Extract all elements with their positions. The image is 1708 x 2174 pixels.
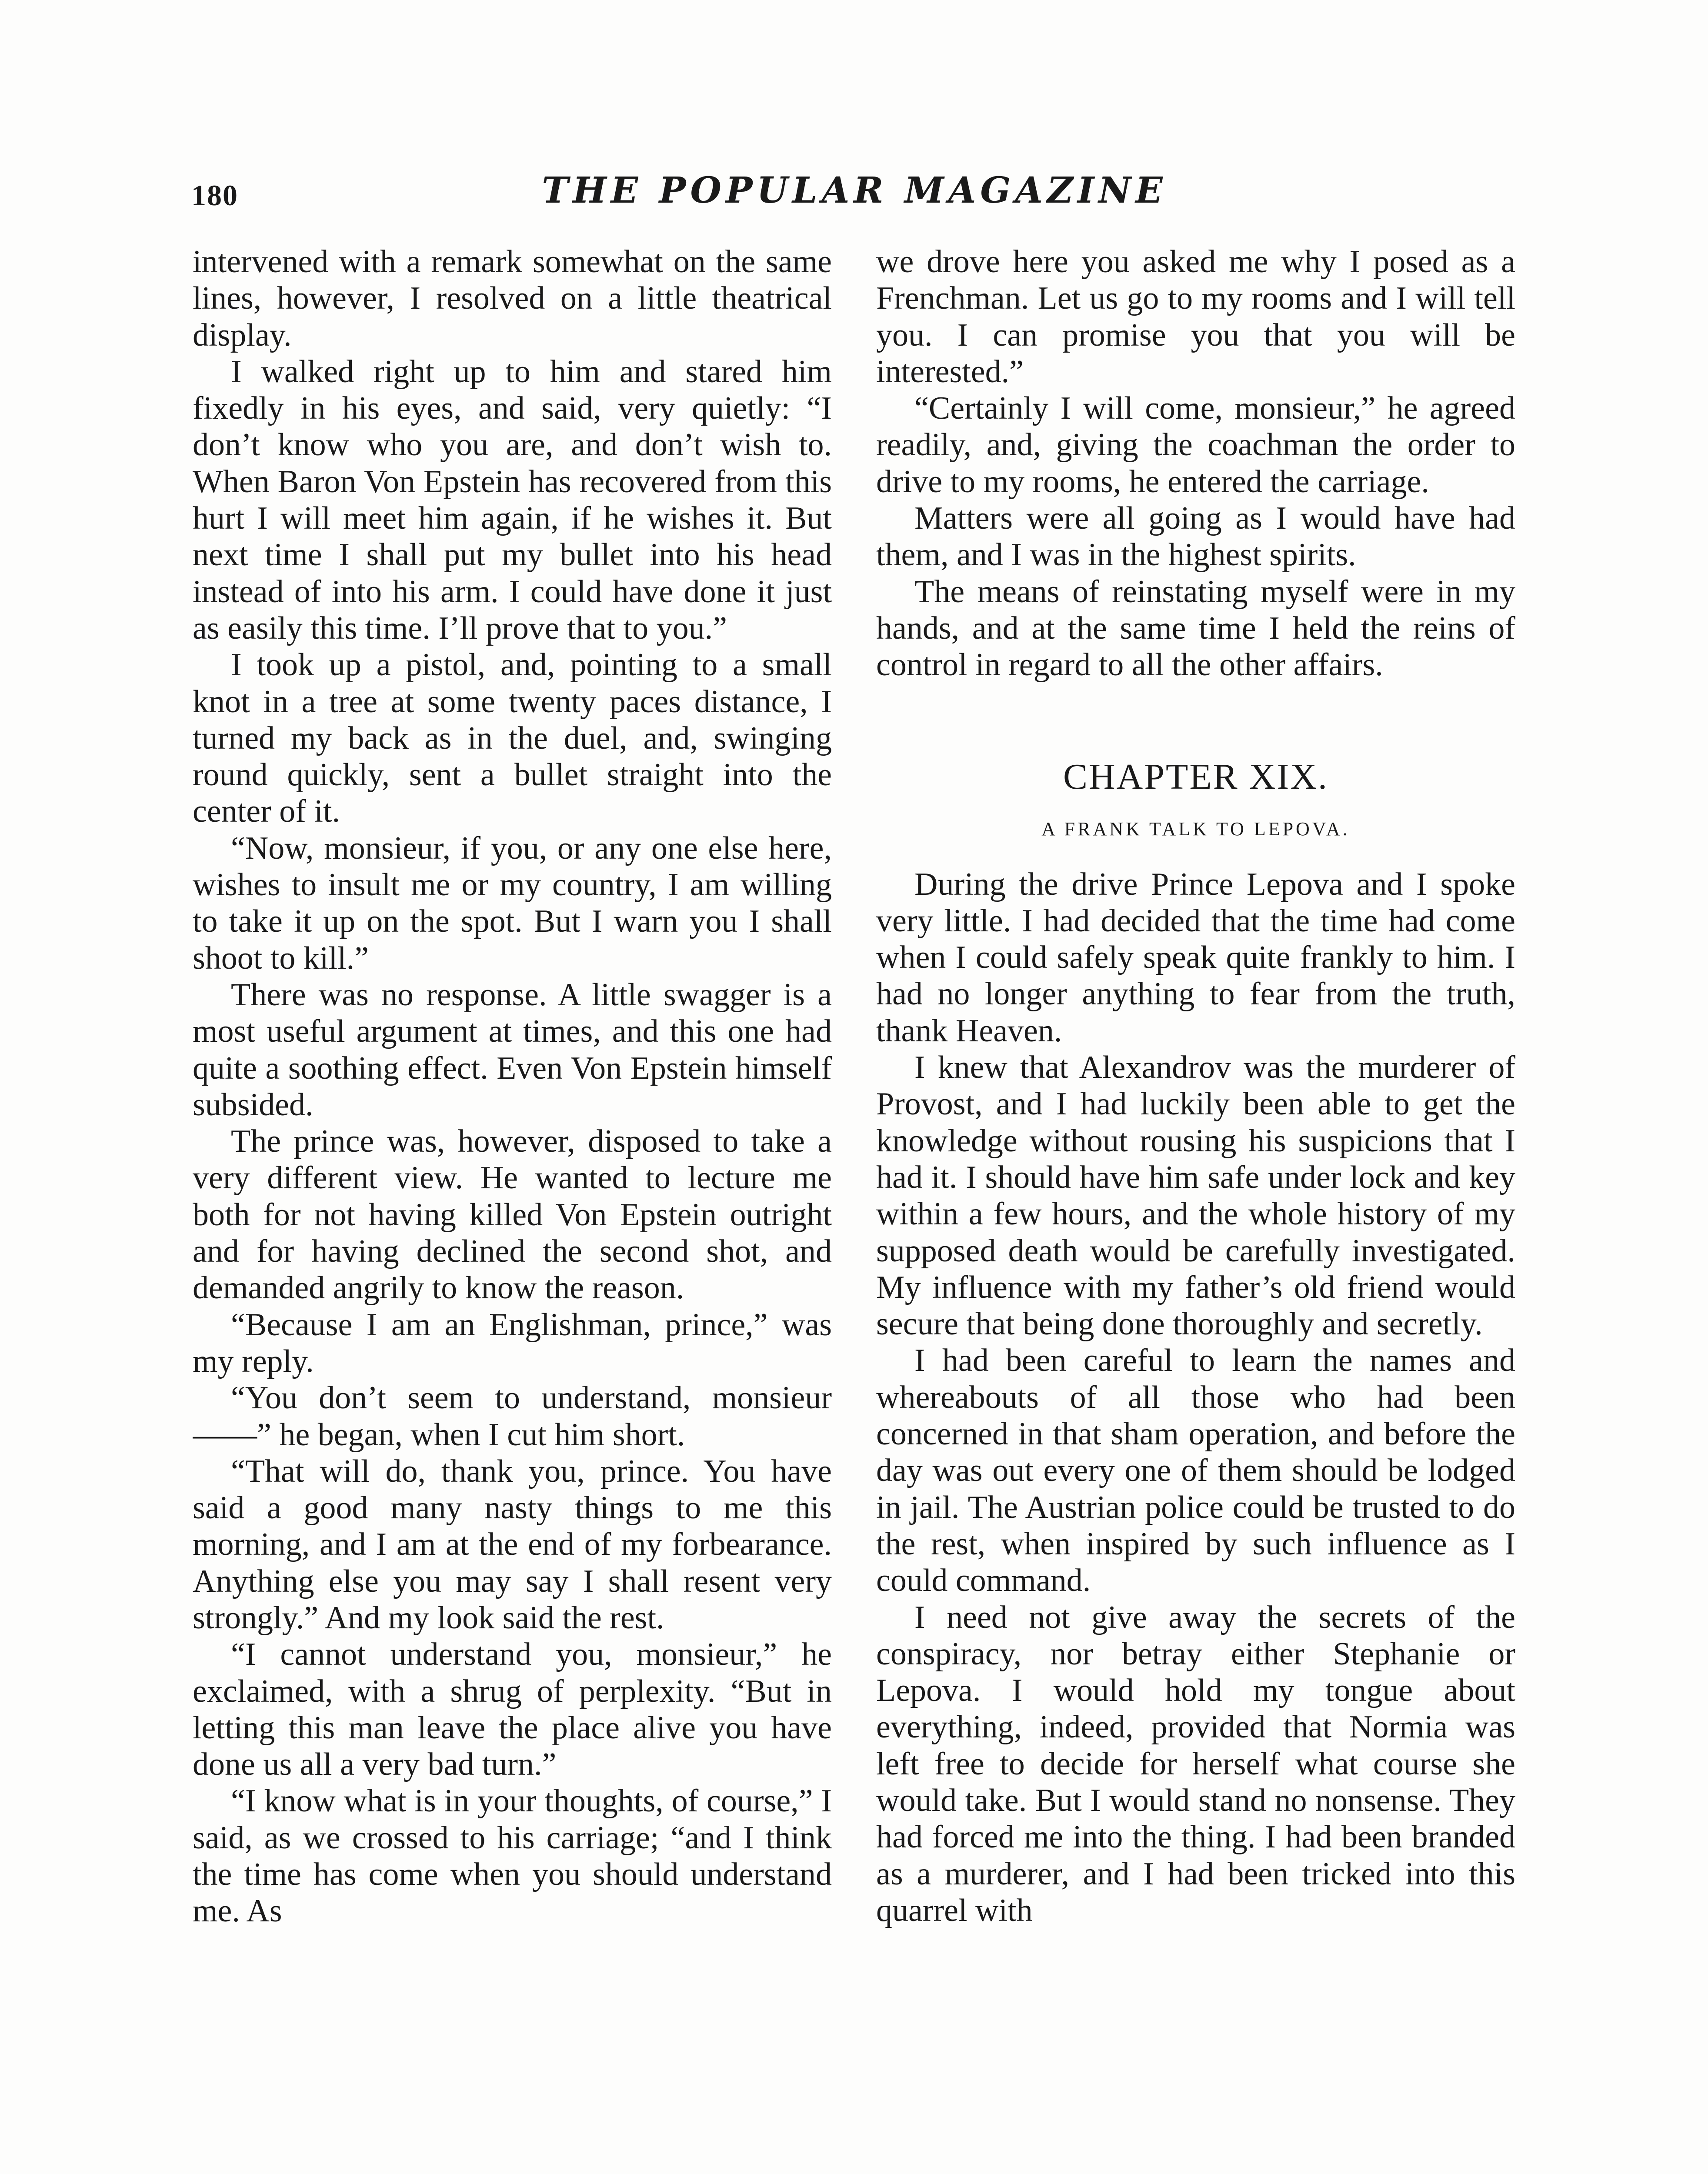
paragraph: “Now, monsieur, if you, or any one else here, wishes to insult me or my country, I am willing to take it up on the spot. But I warn you I shall shoot to kill.” <box>193 830 832 976</box>
running-title: THE POPULAR MAGAZINE <box>542 170 1167 211</box>
paragraph: “I know what is in your thoughts, of course,” I said, as we crossed to his carriage; “and I think the time has come when you should understand me. As <box>193 1783 832 1929</box>
chapter-heading: CHAPTER XIX. <box>1063 756 1328 797</box>
chapter-header <box>876 753 1515 849</box>
chapter-subtitle: A FRANK TALK TO LEPOVA. <box>1041 818 1350 840</box>
paragraph: The prince was, however, disposed to take a very different view. He wanted to lecture me both for not having killed Von Epstein outright and for having declined the second shot, and demanded angrily to know the reason. <box>193 1124 832 1306</box>
paragraph: I took up a pistol, and, pointing to a small knot in a tree at some twenty paces distance, I turned my back as in the duel, and, swinging round quickly, sent a bullet straight into the center of it. <box>193 647 832 830</box>
paragraph: I walked right up to him and stared him fixedly in his eyes, and said, very quietly: “I don’t know who you are, and don’t wish to. When Baron Von Epstein has recovered from this hurt I will meet him again, if he wishes it. But next time I shall put my bullet into his head instead of into his arm. I could have done it just as easily this time. I’ll prove that to you.” <box>193 353 832 646</box>
page-header <box>191 170 1518 222</box>
paragraph: “Because I am an Englishman, prince,” was my reply. <box>193 1307 832 1379</box>
paragraph: “Certainly I will come, monsieur,” he agreed readily, and, giving the coachman the order to drive to my rooms, he entered the carriage. <box>876 390 1515 500</box>
left-column <box>193 243 832 2174</box>
paragraph: There was no response. A little swagger is a most useful argument at times, and this one had quite a soothing effect. Even Von Epstein himself subsided. <box>193 977 832 1123</box>
paragraph: During the drive Prince Lepova and I spoke very little. I had decided that the time had come when I could safely speak quite frankly to him. I had no longer anything to fear from the truth, thank Heaven. <box>876 866 1515 1049</box>
paragraph: The means of reinstating myself were in my hands, and at the same time I held the reins of control in regard to all the other affairs. <box>876 574 1515 683</box>
paragraph: we drove here you asked me why I posed as a Frenchman. Let us go to my rooms and I will tell you. I can promise you that you will be interested.” <box>876 244 1515 390</box>
paragraph: Matters were all going as I would have had them, and I was in the highest spirits. <box>876 500 1515 573</box>
paragraph: I need not give away the secrets of the conspiracy, nor betray either Stephanie or Lepova. I would hold my tongue about everything, indeed, provided that Normia was left free to decide for herself what course she would take. But I would stand no nonsense. They had forced me into the thing. I had been branded as a murderer, and I had been tricked into this quarrel with <box>876 1599 1515 1928</box>
paragraph: intervened with a remark somewhat on the same lines, however, I resolved on a little theatrical display. <box>193 244 832 353</box>
paragraph: “I cannot understand you, monsieur,” he exclaimed, with a shrug of perplexity. “But in letting this man leave the place alive you have done us all a very bad turn.” <box>193 1637 832 1783</box>
paragraph: I had been careful to learn the names and whereabouts of all those who had been concerned in that sham operation, and before the day was out every one of them should be lodged in jail. The Austrian police could be trusted to do the rest, when inspired by such influence as I could command. <box>876 1343 1515 1599</box>
paragraph: I knew that Alexandrov was the murderer of Provost, and I had luckily been able to get the knowledge without rousing his suspicions that I had it. I should have him safe under lock and key within a few hours, and the whole history of my supposed death would be carefully investigated. My influence with my father’s old friend would secure that being done thoroughly and secretly. <box>876 1050 1515 1342</box>
paragraph: “That will do, thank you, prince. You have said a good many nasty things to me this morning, and I am at the end of my forbearance. Anything else you may say I shall resent very strongly.” And my look said the rest. <box>193 1453 832 1636</box>
page-number: 180 <box>191 179 238 212</box>
right-column <box>876 243 1515 2174</box>
paragraph: “You don’t seem to understand, monsieur——” he began, when I cut him short. <box>193 1380 832 1453</box>
